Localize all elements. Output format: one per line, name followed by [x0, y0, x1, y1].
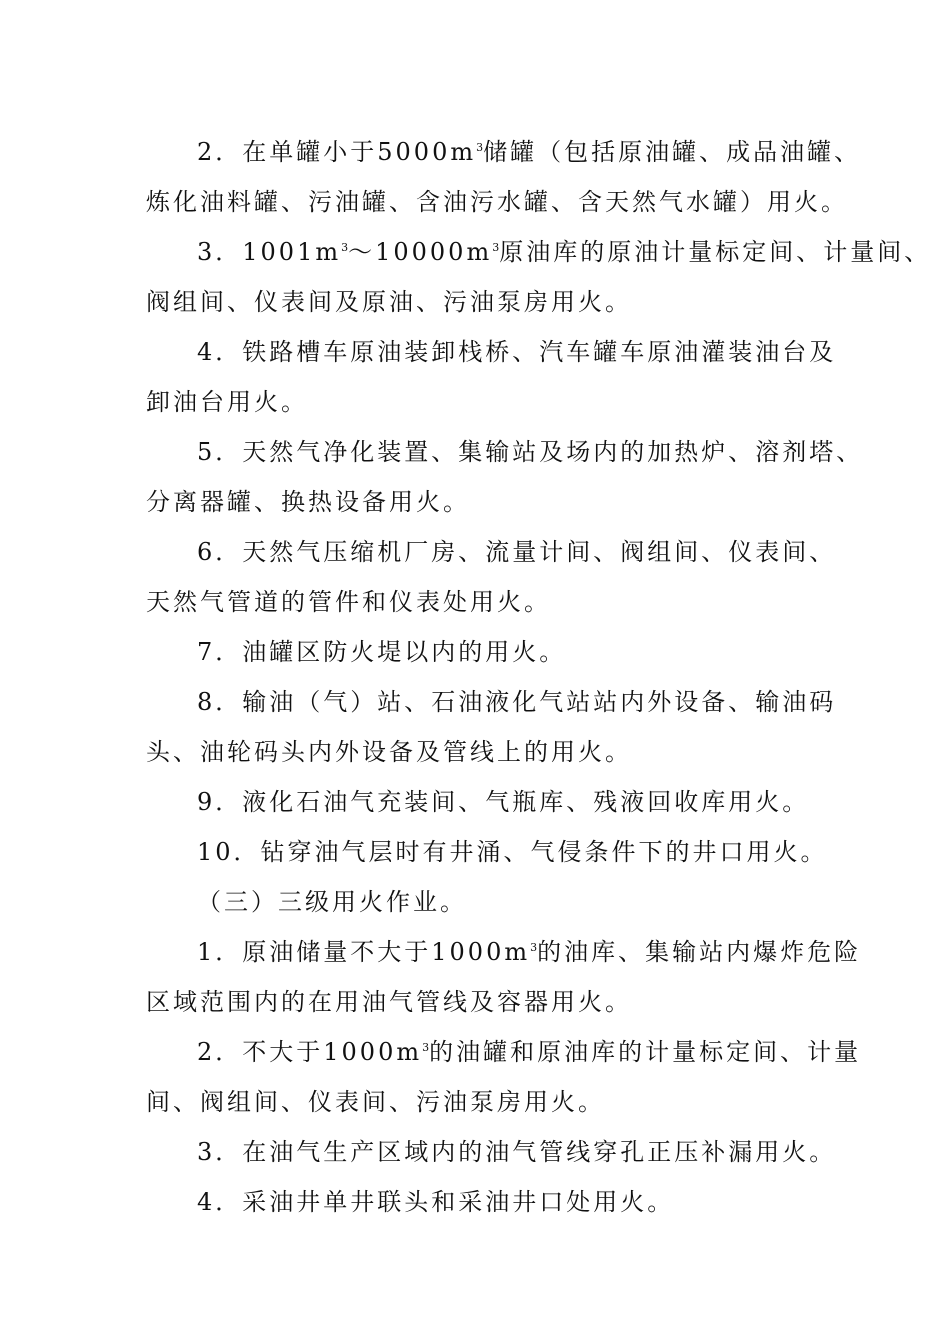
paragraph-line: 3．$1001m^3\sim 10000m^3$原油库的原油计量标定间、计量间、: [197, 238, 932, 266]
paragraph-line: 4．采油井单井联头和采油井口处用火。: [197, 1188, 675, 1216]
paragraph-line: 10．钻穿油气层时有井涌、气侵条件下的井口用火。: [197, 838, 828, 866]
paragraph-line: 5．天然气净化装置、集输站及场内的加热炉、溶剂塔、: [197, 438, 864, 466]
paragraph-line: 天然气管道的管件和仪表处用火。: [146, 588, 551, 616]
paragraph-line: 8．输油（气）站、石油液化气站站内外设备、输油码: [197, 688, 837, 716]
paragraph-line: 6．天然气压缩机厂房、流量计间、阀组间、仪表间、: [197, 538, 837, 566]
paragraph-line: 4．铁路槽车原油装卸栈桥、汽车罐车原油灌装油台及: [197, 338, 837, 366]
paragraph-line: 2．在单罐小于$5000m^3$储罐（包括原油罐、成品油罐、: [197, 138, 862, 166]
paragraph-line: 阀组间、仪表间及原油、污油泵房用火。: [146, 288, 632, 316]
paragraph-line: 炼化油料罐、污油罐、含油污水罐、含天然气水罐）用火。: [146, 188, 848, 216]
paragraph-line: 间、阀组间、仪表间、污油泵房用火。: [146, 1088, 605, 1116]
section-heading: （三）三级用火作业。: [197, 888, 467, 916]
paragraph-line: 2．不大于$1000m^3$的油罐和原油库的计量标定间、计量: [197, 1038, 862, 1066]
paragraph-line: 1．原油储量不大于$1000m^3$的油库、集输站内爆炸危险: [197, 938, 862, 966]
paragraph-line: 区域范围内的在用油气管线及容器用火。: [146, 988, 632, 1016]
paragraph-line: 头、油轮码头内外设备及管线上的用火。: [146, 738, 632, 766]
paragraph-line: 分离器罐、换热设备用火。: [146, 488, 470, 516]
paragraph-line: 7．油罐区防火堤以内的用火。: [197, 638, 567, 666]
paragraph-line: 3．在油气生产区域内的油气管线穿孔正压补漏用火。: [197, 1138, 837, 1166]
paragraph-line: 9．液化石油气充装间、气瓶库、残液回收库用火。: [197, 788, 810, 816]
paragraph-line: 卸油台用火。: [146, 388, 308, 416]
